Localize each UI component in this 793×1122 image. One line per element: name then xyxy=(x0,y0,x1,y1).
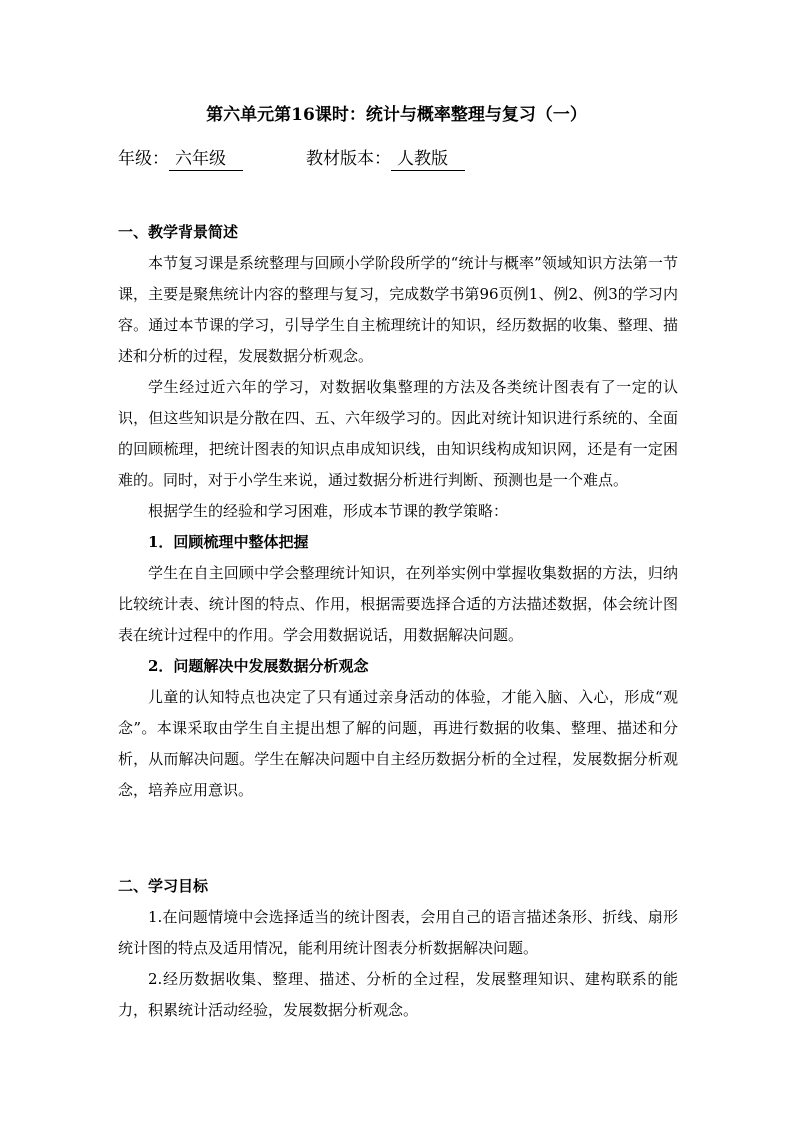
edition-line xyxy=(306,146,465,172)
strategy-paragraph-1: 学生在自主回顾中学会整理统计知识，在列举实例中掌握收集数据的方法，归纳比较统计表、统计图的特点、作用，根据需要选择合适的方法描述数据，体会统计图表在统计过程中的作用。学会用数据说话，用数据解决问题。 xyxy=(118,564,678,644)
grade-value: 六年级 xyxy=(169,148,243,171)
document-title: 第六单元第16课时：统计与概率整理与复习（一） xyxy=(206,105,587,125)
background-paragraph-1: 本节复习课是系统整理与回顾小学阶段所学的“统计与概率”领域知识方法第一节课，主要是聚焦统计内容的整理与复习，完成数学书第96页例1、例2、例3的学习内容。通过本节课的学习，引导学生自主梳理统计的知识，经历数据的收集、整理、描述和分析的过程，发展数据分析观念。 xyxy=(118,254,678,365)
section-background-body xyxy=(118,248,678,806)
grade-label: 年级： xyxy=(118,149,169,169)
goal-item-1: 1.在问题情境中会选择适当的统计图表，会用自己的语言描述条形、折线、扇形统计图的特点及适用情况，能利用统计图表分析数据解决问题。 xyxy=(118,908,678,957)
grade-line xyxy=(118,146,243,172)
section-goals-body xyxy=(118,902,678,1026)
section-heading-goals: 二、学习目标 xyxy=(118,877,209,895)
strategy-paragraph-2: 儿童的认知特点也决定了只有通过亲身活动的体验，才能入脑、入心，形成“观念”。本课采取由学生自主提出想了解的问题，再进行数据的收集、整理、描述和分析，从而解决问题。学生在解决问题中自主经历数据分析的全过程，发展数据分析观念，培养应用意识。 xyxy=(118,688,678,799)
strategy-heading-2: 2．问题解决中发展数据分析观念 xyxy=(148,657,369,675)
background-paragraph-2: 学生经过近六年的学习，对数据收集整理的方法及各类统计图表有了一定的认识，但这些知识是分散在四、五、六年级学习的。因此对统计知识进行系统的、全面的回顾梳理，把统计图表的知识点串成知识线，由知识线构成知识网，还是有一定困难的。同时，对于小学生来说，通过数据分析进行判断、预测也是一个难点。 xyxy=(118,378,678,489)
strategy-heading-1: 1．回顾梳理中整体把握 xyxy=(148,533,309,551)
goal-item-2: 2.经历数据收集、整理、描述、分析的全过程，发展整理知识、建构联系的能力，积累统计活动经验，发展数据分析观念。 xyxy=(118,970,678,1019)
edition-label: 教材版本： xyxy=(306,149,391,169)
edition-value: 人教版 xyxy=(391,148,465,171)
background-paragraph-3: 根据学生的经验和学习困难，形成本节课的教学策略： xyxy=(148,502,509,520)
section-heading-background: 一、教学背景简述 xyxy=(118,223,239,241)
